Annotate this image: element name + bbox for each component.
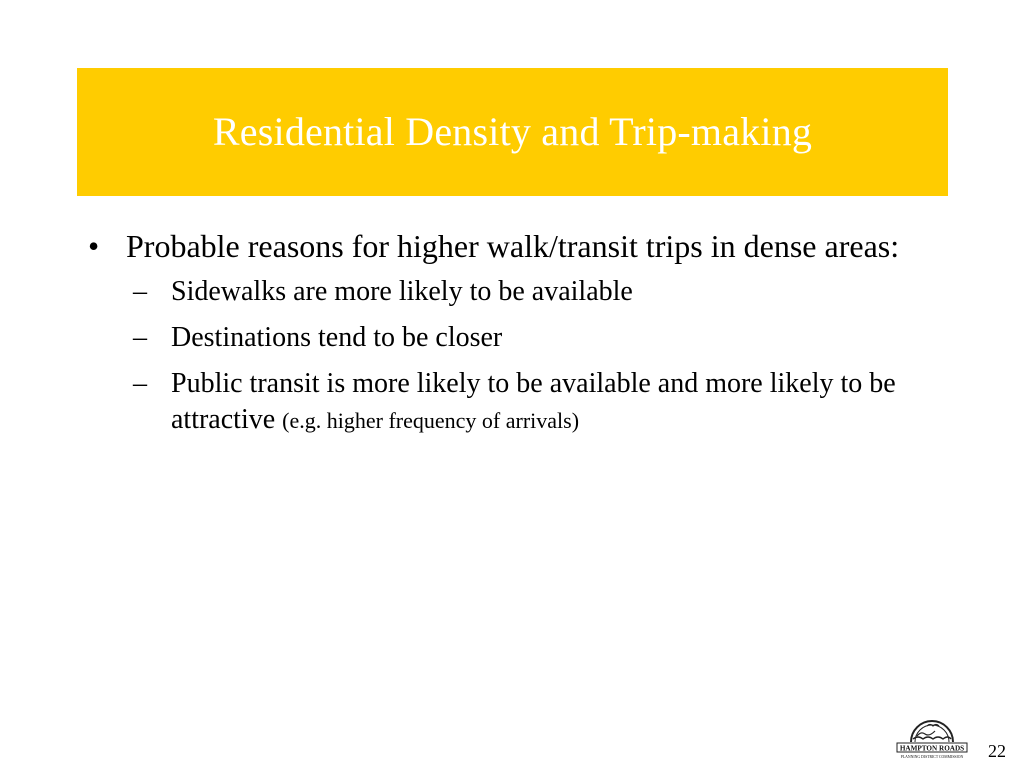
sub-bullet-text: Destinations tend to be closer bbox=[171, 322, 503, 353]
slide-title: Residential Density and Trip-making bbox=[212, 109, 813, 154]
bullet-text: Probable reasons for higher walk/transit trips in dense areas: bbox=[126, 228, 900, 264]
dash-marker: – bbox=[133, 322, 147, 353]
bullet-item bbox=[88, 224, 918, 268]
sub-bullet-text: Sidewalks are more likely to be available bbox=[171, 276, 633, 307]
bullet-marker: • bbox=[88, 228, 100, 264]
page-number: 22 bbox=[988, 741, 1006, 761]
dash-marker: – bbox=[133, 368, 147, 399]
sub-bullet-text: Public transit is more likely to be available and more likely to be attractive bbox=[171, 368, 896, 435]
slide-body bbox=[88, 224, 918, 449]
sub-bullet-item bbox=[133, 366, 918, 439]
logo-line2: PLANNING DISTRICT COMMISSION bbox=[900, 755, 964, 759]
sub-bullet-item bbox=[133, 320, 918, 356]
hampton-roads-pdc-logo-icon bbox=[893, 712, 971, 760]
sub-bullet-list bbox=[88, 274, 918, 439]
title-band bbox=[77, 68, 948, 196]
sub-bullet-note: (e.g. higher frequency of arrivals) bbox=[282, 408, 580, 433]
sub-bullet-item bbox=[133, 274, 918, 310]
logo-line1: HAMPTON ROADS bbox=[899, 744, 965, 753]
dash-marker: – bbox=[133, 276, 147, 307]
